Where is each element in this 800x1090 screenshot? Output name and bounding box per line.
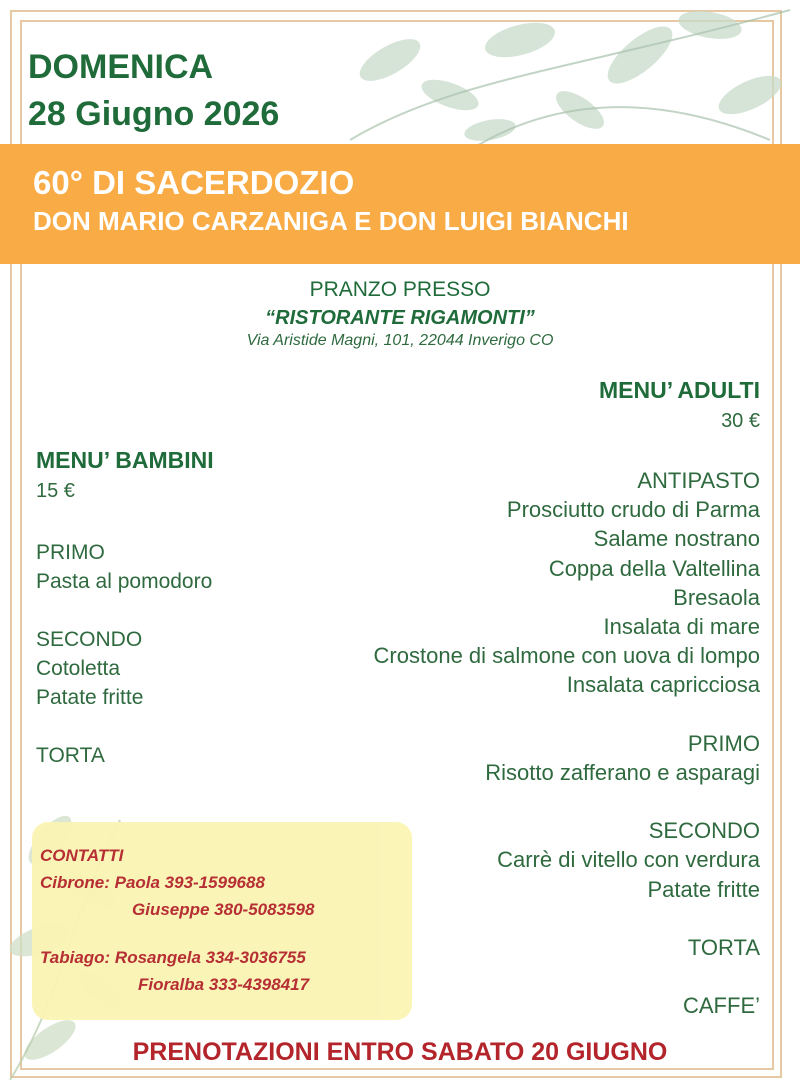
menu-bambini-item: SECONDO — [36, 628, 143, 651]
leaves-decoration-top — [330, 0, 800, 160]
event-date: 28 Giugno 2026 — [28, 95, 280, 133]
menu-bambini-item: Cotoletta — [36, 657, 121, 680]
menu-adulti-item: Risotto zafferano e asparagi — [485, 759, 760, 785]
event-day: DOMENICA — [28, 48, 214, 86]
contact-line-fioralba: Fioralba 333-4398417 — [138, 975, 310, 994]
contacts-box — [32, 822, 412, 1020]
venue-intro: PRANZO PRESSO — [309, 278, 491, 301]
booking-deadline: PRENOTAZIONI ENTRO SABATO 20 GIUGNO — [132, 1038, 668, 1066]
menu-bambini-item: PRIMO — [36, 541, 105, 564]
menu-adulti-item: PRIMO — [687, 730, 760, 756]
menu-bambini-title: MENU’ BAMBINI — [36, 447, 214, 473]
menu-adulti-item: Insalata di mare — [603, 613, 760, 639]
menu-adulti-item: Patate fritte — [647, 876, 760, 902]
menu-adulti-item: CAFFE’ — [683, 993, 760, 1019]
menu-adulti-item: Prosciutto crudo di Parma — [506, 497, 760, 523]
contact-line-giuseppe: Giuseppe 380-5083598 — [132, 900, 315, 919]
menu-bambini-item: Pasta al pomodoro — [36, 570, 213, 593]
menu-adulti-item: Carrè di vitello con verdura — [497, 847, 760, 873]
venue-name: “RISTORANTE RIGAMONTI” — [265, 307, 535, 329]
menu-bambini-item: TORTA — [36, 744, 105, 767]
menu-adulti-item: Insalata capricciosa — [566, 672, 760, 698]
menu-adulti-title: MENU’ ADULTI — [599, 377, 760, 403]
title-banner — [0, 144, 800, 264]
banner-title: 60° DI SACERDOZIO — [33, 164, 355, 201]
menu-bambini-item: Patate fritte — [36, 686, 144, 709]
contact-line-cibrone: Cibrone: Paola 393-1599688 — [40, 873, 265, 892]
menu-adulti-item: Bresaola — [673, 584, 760, 610]
banner-subtitle: DON MARIO CARZANIGA E DON LUIGI BIANCHI — [33, 206, 629, 236]
menu-adulti-item: Salame nostrano — [593, 526, 760, 552]
menu-adulti-item: ANTIPASTO — [637, 468, 760, 493]
venue-address: Via Aristide Magni, 101, 22044 Inverigo CO — [246, 332, 554, 349]
menu-adulti-item: Crostone di salmone con uova di lompo — [373, 643, 760, 669]
menu-adulti-item: TORTA — [687, 935, 760, 960]
menu-adulti-item: Coppa della Valtellina — [548, 555, 760, 581]
menu-adulti-price: 30 € — [721, 410, 760, 432]
menu-adulti-item: SECONDO — [648, 818, 760, 844]
menu-bambini-list — [36, 538, 212, 770]
contact-line-tabiago: Tabiago: Rosangela 334-3036755 — [40, 948, 306, 967]
contacts-title: CONTATTI — [40, 846, 124, 865]
menu-bambini-price: 15 € — [36, 480, 75, 502]
menu-adulti-list — [374, 466, 760, 1021]
